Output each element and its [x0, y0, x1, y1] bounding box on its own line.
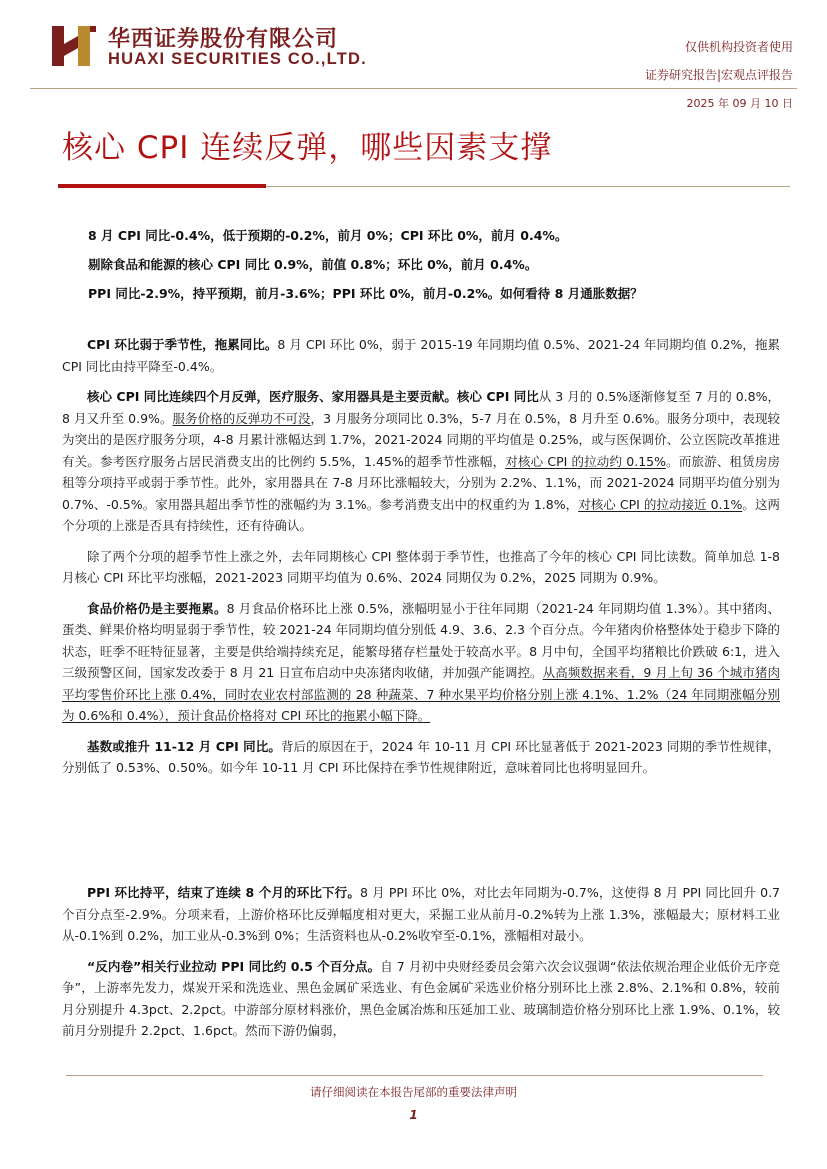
paragraph-lead: 核心 CPI 同比连续四个月反弹，医疗服务、家用器具是主要贡献。核心 CPI 同比: [87, 389, 539, 404]
page-number: 1: [409, 1108, 418, 1122]
investor-notice: 仅供机构投资者使用: [684, 40, 793, 54]
header-rule: [30, 88, 797, 89]
paragraph-lead: PPI 环比持平，结束了连续 8 个月的环比下行。: [87, 885, 360, 900]
report-title: 核心 CPI 连续反弹，哪些因素支撑: [62, 130, 553, 166]
huaxi-logo-icon: [52, 22, 98, 68]
paragraph-text: 从 3 月的 0.5%逐渐修复至 7 月的 0.8%，8 月又升至 0.9%。: [62, 389, 780, 426]
paragraph-text: 自 7 月初中央财经委员会第六次会议强调“依法依规治理企业低价无序竞争”，上游率先发力，煤炭开采和洗选业、黑色金属矿采选业、有色金属矿采选业价格分别环比上涨 2.8%、2.1%和 0.8%，较前月分别提升 4.3pct、2.2pct。中游部分原材料涨价，黑色金属冶炼和压延加工业、玻璃制造价格分别环比上涨 1.9%、0.1%，较前月分别提升 2.2pct、1.6pct。然而下游仍偏弱，: [62, 958, 780, 1038]
footer-disclaimer: 请仔细阅读在本报告尾部的重要法律声明: [310, 1085, 517, 1099]
body-section-cpi: [62, 334, 780, 779]
paragraph-cpi-mom: [62, 334, 780, 377]
paragraph-anti-involution: [62, 956, 780, 1042]
paragraph-lead: 食品价格仍是主要拖累。: [87, 600, 227, 616]
footer-rule: [66, 1075, 763, 1076]
paragraph-core-cpi: [62, 386, 780, 537]
report-date: 2025 年 09 月 10 日: [686, 97, 793, 110]
summary-block: [88, 221, 788, 308]
title-accent-bar: [58, 184, 266, 188]
paragraph-lead: CPI 环比弱于季节性，拖累同比。: [87, 337, 278, 352]
underlined-text: 对核心 CPI 的拉动接近 0.1%: [578, 496, 743, 512]
paragraph-ppi: [62, 882, 780, 947]
underlined-text: 服务价格的反弹功不可没: [172, 410, 311, 426]
paragraph-text: 。而旅游、租赁房房租等分项持平或弱于季节性。此外，家用器具在 7-8 月环比涨幅较大，分别为 2.2%、1.1%，而 2021-2024 同期平均值分别为 0.7%、-0.5%。家用器具超出季节性的涨幅约为 3.1%。参考消费支出中的权重约为 1.8%，: [62, 453, 780, 512]
paragraph-lead: 基数或推升 11-12 月 CPI 同比。: [87, 738, 281, 754]
paragraph-base-effect: [62, 546, 780, 589]
company-name-en: HUAXI SECURITIES CO.,LTD.: [108, 50, 367, 68]
paragraph-text: ，3 月服务分项同比 0.3%，5-7 月在 0.5%，8 月升至 0.6%。服务分项中，表现较为突出的是医疗服务分项，4-8 月累计涨幅达到 1.7%，2021-2024 同期的平均值是 0.25%，或与医保调价、公立医院改革推进有关。参考医疗服务占居民消费支出的比例约 5.5%，1.45%的超季节性涨幅，: [62, 410, 780, 469]
paragraph-text: 。这两个分项的上涨是否具有持续性，还有待确认。: [62, 496, 780, 533]
paragraph-food: [62, 598, 780, 727]
paragraph-lead: “反内卷”相关行业拉动 PPI 同比约 0.5 个百分点。: [87, 958, 381, 974]
summary-line: PPI 同比-2.9%，持平预期，前月-3.6%；PPI 环比 0%，前月-0.2%。如何看待 8 月通胀数据？: [88, 286, 643, 301]
summary-line: 剔除食品和能源的核心 CPI 同比 0.9%，前值 0.8%；环比 0%，前月 0.4%。: [88, 257, 538, 272]
paragraph-base-nov-dec: [62, 736, 780, 779]
company-name-cn: 华西证券股份有限公司: [108, 26, 339, 52]
body-section-ppi: [62, 882, 780, 1042]
paragraph-text: 8 月 CPI 环比 0%，弱于 2015-19 年同期均值 0.5%、2021-24 年同期均值 0.2%，拖累 CPI 同比由持平降至-0.4%。: [62, 337, 781, 374]
paragraph-text: 背后的原因在于，2024 年 10-11 月 CPI 环比显著低于 2021-2023 同期的季节性规律，分别低了 0.53%、0.50%。如今年 10-11 月 CPI 环比保持在季节性规律附近，意味着同比也将明显回升。: [62, 738, 780, 775]
report-type: 证券研究报告|宏观点评报告: [644, 68, 793, 82]
underlined-text: 从高频数据来看，9 月上旬 36 个城市猪肉平均零售价环比上涨 0.4%，同时农业农村部监测的 28 种蔬菜、7 种水果平均价格分别上涨 4.1%、1.2%（24 年同期涨幅分别为 0.6%和 0.4%），预计食品价格将对 CPI 环比的拖累小幅下降。: [62, 665, 781, 723]
underlined-text: 对核心 CPI 的拉动约 0.15%: [505, 453, 666, 469]
paragraph-text: 8 月食品价格环比上涨 0.5%，涨幅明显小于往年同期（2021-24 年同期均值 1.3%）。其中猪肉、蛋类、鲜果价格均明显弱于季节性，较 2021-24 年同期均值分别低 4.9、3.6、2.3 个百分点。今年猪肉价格整体处于稳步下降的状态，旺季不旺特征显著，主要是供给端持续充足，能繁母猪存栏量处于较高水平。8 月中旬，全国平均猪粮比价跌破 6:1，进入三级预警区间，国家发改委于 8 月 21 日宣布启动中央冻猪肉收储，并加强产能调控。: [62, 600, 780, 680]
paragraph-text: 8 月 PPI 环比 0%，对比去年同期为-0.7%，这使得 8 月 PPI 同比回升 0.7 个百分点至-2.9%。分项来看，上游价格环比反弹幅度相对更大，采掘工业从前月-0.2%转为上涨 1.3%，涨幅最大；原材料工业从-0.1%到 0.2%，加工业从-0.3%到 0%；生活资料也从-0.2%收窄至-0.1%，涨幅相对最小。: [62, 885, 780, 943]
paragraph-text: 除了两个分项的超季节性上涨之外，去年同期核心 CPI 整体弱于季节性，也推高了今年的核心 CPI 同比读数。简单加总 1-8 月核心 CPI 环比平均涨幅，2021-2023 同期平均值为 0.6%、2024 同期仅为 0.2%，2025 同期为 0.9%。: [62, 548, 780, 585]
title-rule: [266, 186, 790, 187]
summary-line: 8 月 CPI 同比-0.4%，低于预期的-0.2%，前月 0%；CPI 环比 0%，前月 0.4%。: [88, 228, 568, 243]
